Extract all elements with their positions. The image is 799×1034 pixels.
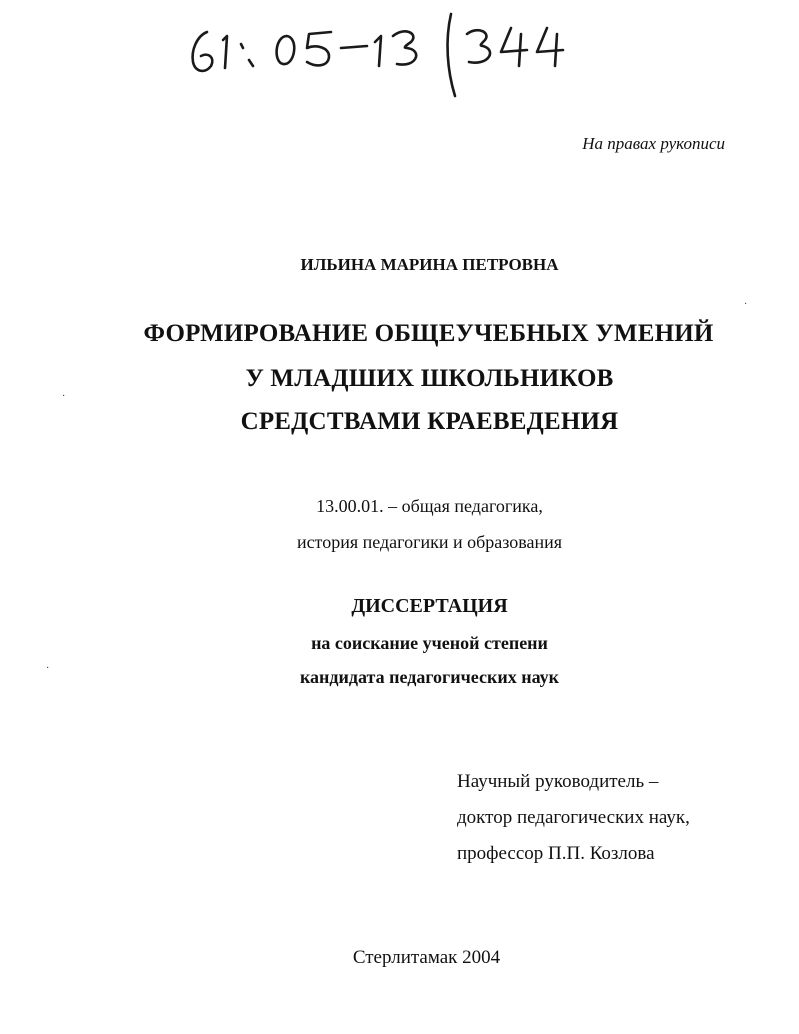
author-name: ИЛЬИНА МАРИНА ПЕТРОВНА [300, 255, 559, 274]
manuscript-rights-note: На правах рукописи [582, 134, 725, 153]
supervisor-line-1: Научный руководитель – [457, 771, 659, 792]
scan-speck: · [744, 299, 748, 310]
scan-speck: · [46, 663, 50, 674]
degree-line-2: кандидата педагогических наук [299, 667, 560, 687]
handwritten-catalog-number [183, 10, 583, 102]
specialty-line-1: 13.00.01. – общая педагогика, [316, 496, 543, 516]
degree-line-1: на соискание ученой степени [311, 633, 548, 653]
city-year: Стерлитамак 2004 [352, 947, 501, 968]
title-line-2: У МЛАДШИХ ШКОЛЬНИКОВ [245, 365, 614, 392]
supervisor-line-3: профессор П.П. Козлова [457, 843, 655, 864]
dissertation-heading: ДИССЕРТАЦИЯ [351, 595, 508, 617]
specialty-line-2: история педагогики и образования [296, 532, 563, 552]
title-line-3: СРЕДСТВАМИ КРАЕВЕДЕНИЯ [240, 408, 619, 435]
title-line-1: ФОРМИРОВАНИЕ ОБЩЕУЧЕБНЫХ УМЕНИЙ [143, 320, 714, 347]
supervisor-line-2: доктор педагогических наук, [457, 807, 690, 828]
scan-speck: · [62, 391, 66, 402]
